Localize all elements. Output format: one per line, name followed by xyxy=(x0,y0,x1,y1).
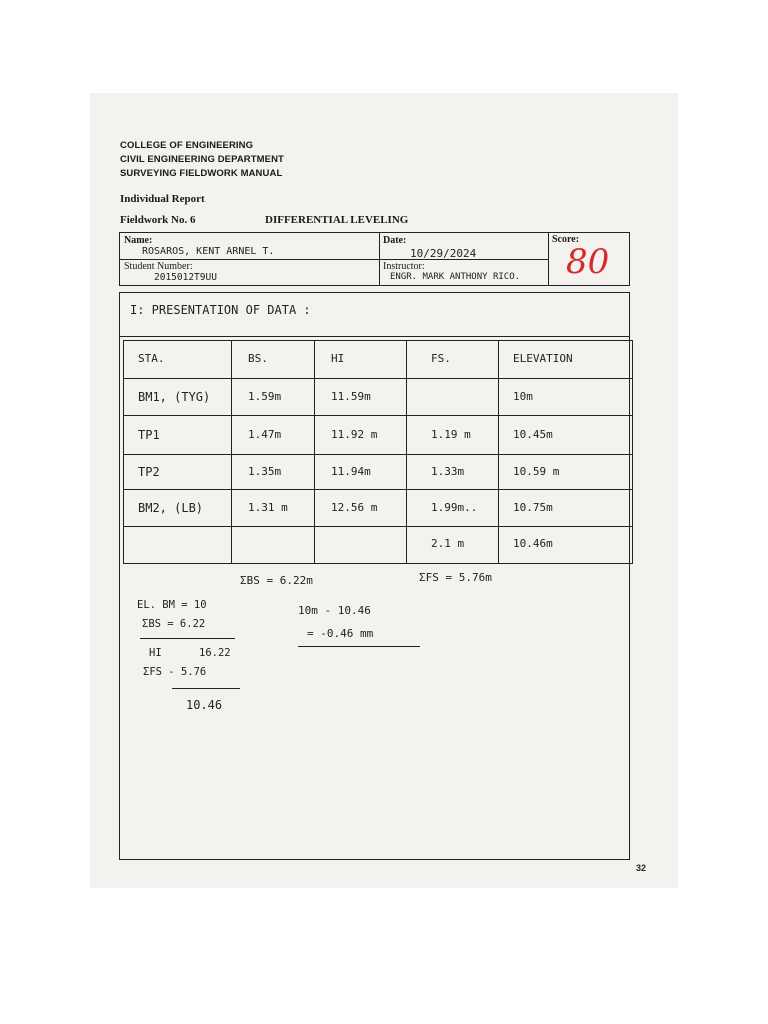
table-cell-text: BM2, (LB) xyxy=(138,500,204,515)
calc-rule-1 xyxy=(140,638,235,639)
name-label: Name: xyxy=(124,235,153,246)
table-cell-text: 2.1 m xyxy=(431,537,465,550)
column-header: FS. xyxy=(431,352,451,365)
table-cell-text: 1.33m xyxy=(431,464,465,478)
name-value: ROSAROS, KENT ARNEL T. xyxy=(142,246,275,257)
table-cell-r5-bs xyxy=(232,527,315,563)
table-cell-r3-sta xyxy=(124,455,232,490)
header-college: COLLEGE OF ENGINEERING xyxy=(120,140,254,151)
sum-bs: ΣBS = 6.22m xyxy=(240,574,313,587)
section-title-underline xyxy=(119,336,630,337)
table-cell-text: 10.59 m xyxy=(513,464,560,478)
date-label: Date: xyxy=(383,235,407,246)
fieldwork-number: Fieldwork No. 6 xyxy=(120,214,196,226)
table-cell-text: 1.59m xyxy=(248,389,282,403)
column-header: ELEVATION xyxy=(513,352,573,365)
table-cell-text: BM1, (TYG) xyxy=(138,389,211,404)
calc-hi-label: HI xyxy=(149,647,162,659)
column-header: STA. xyxy=(138,352,165,365)
score-value: 80 xyxy=(566,242,610,282)
table-cell-r1-elevation xyxy=(499,379,632,416)
report-type: Individual Report xyxy=(120,193,205,205)
table-cell-text: 11.92 m xyxy=(331,427,378,441)
column-header: BS. xyxy=(248,352,268,365)
table-cell-r5-fs xyxy=(407,527,499,563)
calc-hi-value: 16.22 xyxy=(199,647,231,659)
table-cell-r3-fs xyxy=(407,455,499,490)
table-cell-text: 11.94m xyxy=(331,464,371,478)
calc-difference: 10m - 10.46 xyxy=(298,604,371,617)
calc-sum-bs: ΣBS = 6.22 xyxy=(142,618,206,630)
calc-result: 10.46 xyxy=(186,698,223,712)
table-cell-r5-sta xyxy=(124,527,232,563)
table-cell-text: 12.56 m xyxy=(331,500,378,514)
instructor-label: Instructor: xyxy=(383,261,425,272)
calc-sum-fs: ΣFS - 5.76 xyxy=(143,666,207,678)
calc-rule-2 xyxy=(172,688,240,689)
student-number-label: Student Number: xyxy=(124,261,193,272)
table-cell-text: 1.99m.. xyxy=(431,500,478,514)
table-cell-text: 1.19 m xyxy=(431,427,471,441)
student-number-value: 2015012T9UU xyxy=(154,272,217,283)
table-cell-text: 1.35m xyxy=(248,464,282,478)
sum-fs: ΣFS = 5.76m xyxy=(419,571,492,584)
leveling-table xyxy=(123,340,633,564)
calc-rule-3 xyxy=(298,646,420,647)
table-cell-r1-fs xyxy=(407,379,499,416)
table-cell-r2-sta xyxy=(124,416,232,455)
table-cell-text: 10.46m xyxy=(513,537,553,550)
fieldwork-title: DIFFERENTIAL LEVELING xyxy=(265,214,409,226)
header-cell-elevation xyxy=(499,341,632,379)
table-cell-text: 10m xyxy=(513,389,533,403)
table-cell-r2-elevation xyxy=(499,416,632,455)
table-cell-r4-elevation xyxy=(499,490,632,527)
table-cell-r3-elevation xyxy=(499,455,632,490)
header-cell-bs xyxy=(232,341,315,379)
table-cell-text: TP2 xyxy=(138,464,160,479)
section-title: I: PRESENTATION OF DATA : xyxy=(130,303,311,317)
table-cell-r2-fs xyxy=(407,416,499,455)
score-label: Score: xyxy=(552,234,580,245)
calc-difference-result: = -0.46 mm xyxy=(307,627,374,640)
table-cell-r1-hi xyxy=(315,379,407,416)
table-cell-r4-sta xyxy=(124,490,232,527)
table-cell-r1-sta xyxy=(124,379,232,416)
table-cell-r2-hi xyxy=(315,416,407,455)
table-cell-r1-bs xyxy=(232,379,315,416)
table-cell-r4-bs xyxy=(232,490,315,527)
info-box xyxy=(119,232,630,286)
header-cell-fs xyxy=(407,341,499,379)
table-cell-r4-fs xyxy=(407,490,499,527)
table-cell-r2-bs xyxy=(232,416,315,455)
table-cell-r3-hi xyxy=(315,455,407,490)
table-cell-text: 10.45m xyxy=(513,427,553,441)
header-department: CIVIL ENGINEERING DEPARTMENT xyxy=(120,154,284,165)
table-cell-r3-bs xyxy=(232,455,315,490)
table-cell-r5-hi xyxy=(315,527,407,563)
table-cell-text: 11.59m xyxy=(331,389,371,403)
table-cell-text: 1.31 m xyxy=(248,500,288,514)
table-cell-text: TP1 xyxy=(138,427,160,442)
table-cell-r4-hi xyxy=(315,490,407,527)
calc-elevation-bm: EL. BM = 10 xyxy=(137,599,207,611)
page-number: 32 xyxy=(636,863,647,873)
instructor-value: ENGR. MARK ANTHONY RICO. xyxy=(390,272,521,282)
header-cell-hi xyxy=(315,341,407,379)
table-cell-r5-elevation xyxy=(499,527,632,563)
column-header: HI xyxy=(331,352,345,365)
table-cell-text: 10.75m xyxy=(513,500,553,514)
table-cell-text: 1.47m xyxy=(248,427,282,441)
date-value: 10/29/2024 xyxy=(410,247,477,260)
header-manual: SURVEYING FIELDWORK MANUAL xyxy=(120,168,283,179)
header-cell-sta xyxy=(124,341,232,379)
